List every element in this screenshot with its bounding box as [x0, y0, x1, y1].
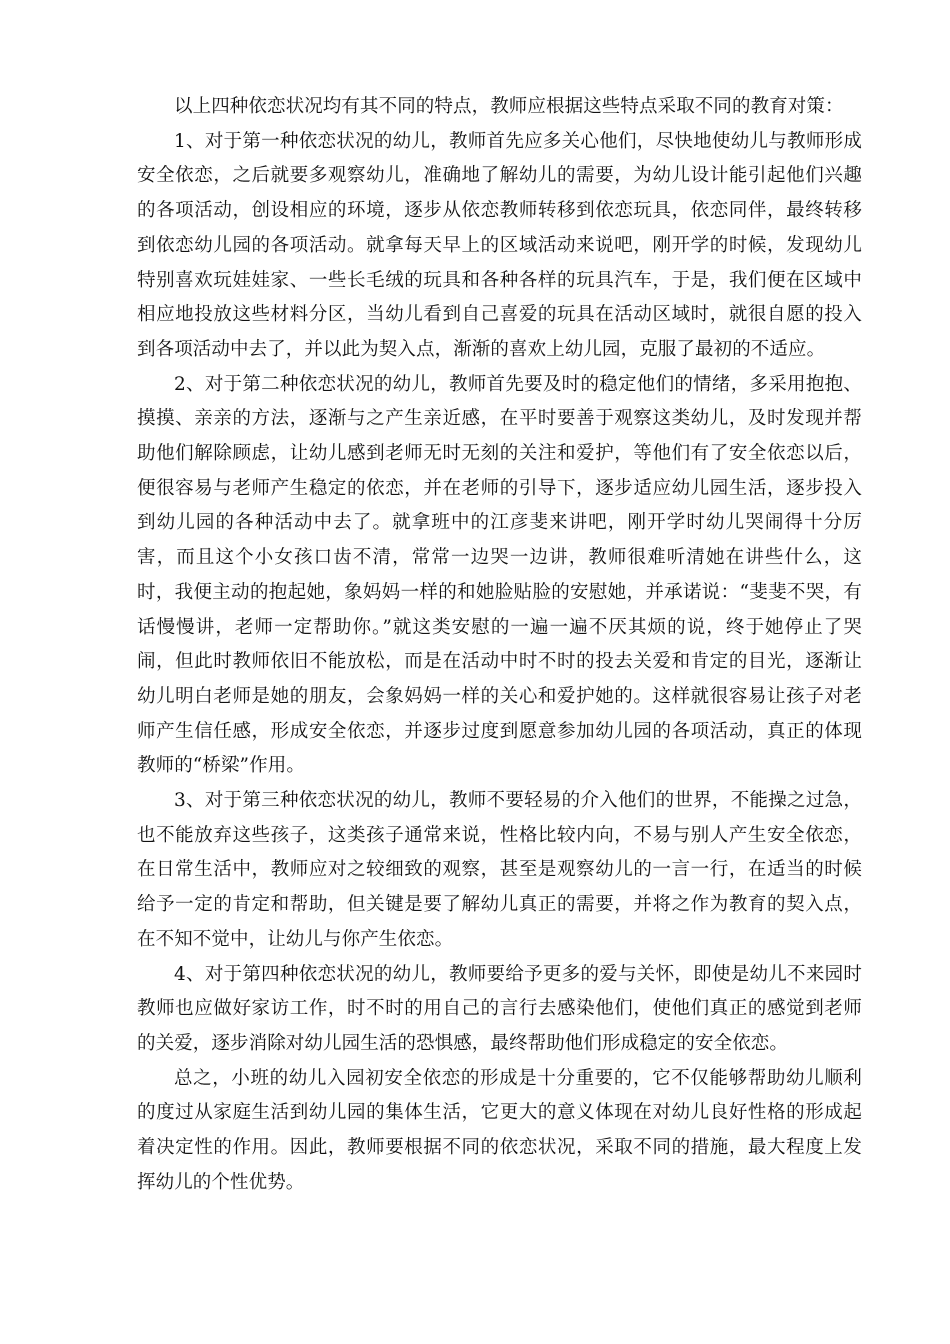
- document-body: [137, 90, 862, 1201]
- paragraph-strategy-2: 2、对于第二种依恋状况的幼儿，教师首先要及时的稳定他们的情绪，多采用抱抱、摸摸、亲亲的方法，逐渐与之产生亲近感，在平时要善于观察这类幼儿，及时发现并帮助他们解除顾虑，让幼儿感到老师无时无刻的关注和爱护，等他们有了安全依恋以后，便很容易与老师产生稳定的依恋，并在老师的引导下，逐步适应幼儿园生活，逐步投入到幼儿园的各种活动中去了。就拿班中的江彦斐来讲吧，刚开学时幼儿哭闹得十分厉害，而且这个小女孩口齿不清，常常一边哭一边讲，教师很难听清她在讲些什么，这时，我便主动的抱起她，象妈妈一样的和她脸贴脸的安慰她，并承诺说：“斐斐不哭，有话慢慢讲，老师一定帮助你。”就这类安慰的一遍一遍不厌其烦的说，终于她停止了哭闹，但此时教师依旧不能放松，而是在活动中时不时的投去关爱和肯定的目光，逐渐让幼儿明白老师是她的朋友，会象妈妈一样的关心和爱护她的。这样就很容易让孩子对老师产生信任感，形成安全依恋，并逐步过度到愿意参加幼儿园的各项活动，真正的体现教师的“桥梁”作用。: [137, 373, 862, 777]
- paragraph-strategy-1: 1、对于第一种依恋状况的幼儿，教师首先应多关心他们，尽快地使幼儿与教师形成安全依恋，之后就要多观察幼儿，准确地了解幼儿的需要，为幼儿设计能引起他们兴趣的各项活动，创设相应的环境，逐步从依恋教师转移到依恋玩具，依恋同伴，最终转移到依恋幼儿园的各项活动。就拿每天早上的区域活动来说吧，刚开学的时候，发现幼儿特别喜欢玩娃娃家、一些长毛绒的玩具和各种各样的玩具汽车，于是，我们便在区域中相应地投放这些材料分区，当幼儿看到自己喜爱的玩具在活动区域时，就很自愿的投入到各项活动中去了，并以此为契入点，渐渐的喜欢上幼儿园，克服了最初的不适应。: [137, 130, 862, 360]
- paragraph-strategy-3: 3、对于第三种依恋状况的幼儿，教师不要轻易的介入他们的世界，不能操之过急，也不能放弃这些孩子，这类孩子通常来说，性格比较内向，不易与别人产生安全依恋，在日常生活中，教师应对之较细致的观察，甚至是观察幼儿的一言一行，在适当的时候给予一定的肯定和帮助，但关键是要了解幼儿真正的需要，并将之作为教育的契入点，在不知不觉中，让幼儿与你产生依恋。: [137, 790, 862, 950]
- paragraph-strategy-4: 4、对于第四种依恋状况的幼儿，教师要给予更多的爱与关怀，即使是幼儿不来园时教师也应做好家访工作，时不时的用自己的言行去感染他们，使他们真正的感觉到老师的关爱，逐步消除对幼儿园生活的恐惧感，最终帮助他们形成稳定的安全依恋。: [137, 963, 862, 1054]
- paragraph-conclusion: 总之，小班的幼儿入园初安全依恋的形成是十分重要的，它不仅能够帮助幼儿顺利的度过从家庭生活到幼儿园的集体生活，它更大的意义体现在对幼儿良好性格的形成起着决定性的作用。因此，教师要根据不同的依恋状况，采取不同的措施，最大程度上发挥幼儿的个性优势。: [137, 1067, 862, 1193]
- paragraph-intro: 以上四种依恋状况均有其不同的特点，教师应根据这些特点采取不同的教育对策：: [174, 96, 844, 117]
